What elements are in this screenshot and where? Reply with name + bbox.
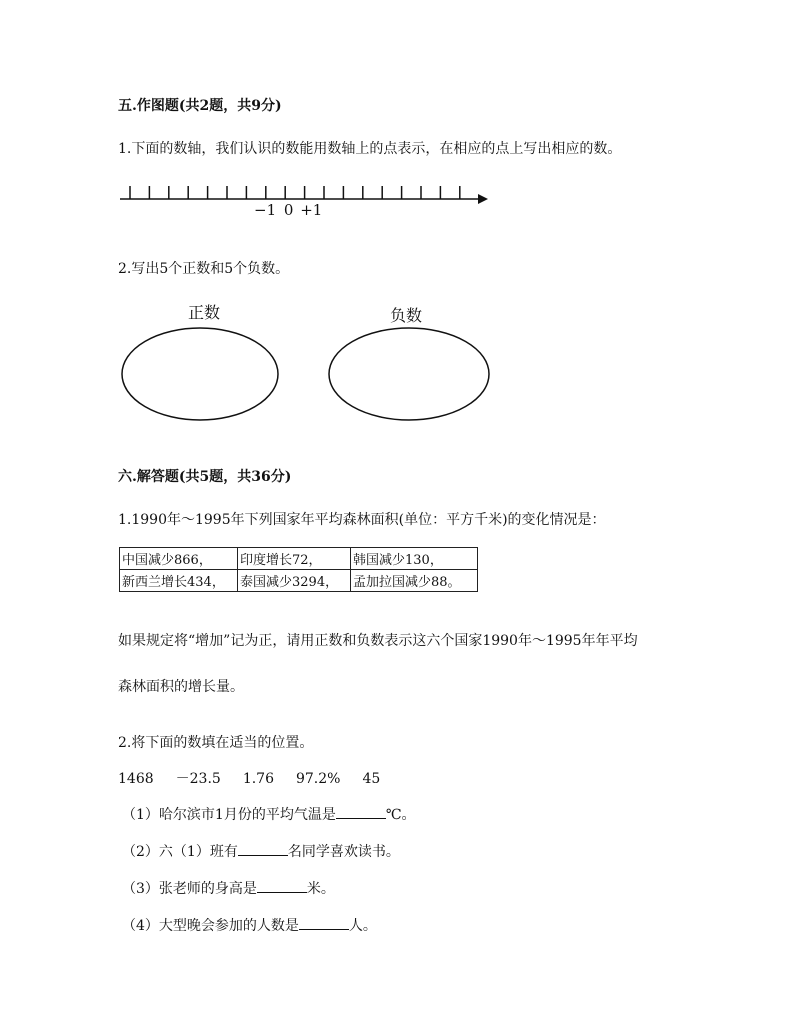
table-cell: 印度增长72，: [238, 548, 351, 570]
fill-item-prefix: （3）张老师的身高是: [122, 881, 257, 897]
number-list: [118, 768, 402, 788]
fill-item-prefix: （4）大型晚会参加的人数是: [122, 918, 299, 934]
label-0: 0: [283, 201, 294, 219]
table-cell: 孟加拉国减少88。: [351, 570, 478, 592]
table-cell: 泰国减少3294，: [238, 570, 351, 592]
section6-heading: 六.解答题(共5题，共36分): [118, 469, 292, 485]
table-cell: 韩国减少130，: [351, 548, 478, 570]
negative-label: 负数: [390, 306, 423, 325]
number-line-ticks: [130, 186, 460, 199]
number-item: 45: [362, 771, 381, 787]
positive-label: 正数: [188, 303, 221, 322]
question-5-2: 2.写出5个正数和5个负数。: [118, 261, 290, 277]
answer-blank[interactable]: [257, 880, 307, 893]
fill-item-1: [122, 804, 416, 824]
number-line-labels: [254, 201, 322, 219]
table-row: [120, 548, 478, 570]
answer-blank[interactable]: [336, 806, 386, 819]
prompt-line-1: 如果规定将“增加”记为正，请用正数和负数表示这六个国家1990年～1995年年平均: [118, 633, 638, 649]
fill-item-suffix: 米。: [306, 881, 335, 897]
table-cell: 中国减少866，: [120, 548, 238, 570]
question-6-1: 1.1990年～1995年下列国家年平均森林面积(单位：平方千米)的变化情况是：: [118, 512, 606, 528]
number-item: 97.2%: [295, 771, 341, 787]
ellipses: [120, 325, 500, 425]
number-item: －23.5: [175, 771, 221, 787]
number-item: 1.76: [242, 771, 274, 787]
label-neg1: −1: [254, 201, 277, 219]
table-row: [120, 570, 478, 592]
answer-blank[interactable]: [299, 917, 349, 930]
fill-item-3: [122, 878, 335, 898]
positive-ellipse: [122, 328, 278, 420]
question-5-1: 1.下面的数轴，我们认识的数能用数轴上的点表示，在相应的点上写出相应的数。: [118, 141, 622, 157]
question-6-2: 2.将下面的数填在适当的位置。: [118, 735, 314, 751]
negative-ellipse: [329, 328, 489, 420]
fill-item-prefix: （1）哈尔滨市1月份的平均气温是: [122, 807, 336, 823]
section5-heading: 五.作图题(共2题，共9分): [118, 98, 282, 114]
number-line-arrow-icon: [478, 194, 488, 204]
number-item: 1468: [118, 771, 154, 787]
fill-item-prefix: （2）六（1）班有: [122, 844, 238, 860]
fill-item-4: [122, 915, 377, 935]
fill-item-suffix: ℃。: [385, 807, 416, 823]
answer-blank[interactable]: [238, 843, 288, 856]
forest-change-table: [119, 547, 478, 592]
fill-item-suffix: 名同学喜欢读书。: [287, 844, 400, 860]
fill-item-suffix: 人。: [348, 918, 377, 934]
table-cell: 新西兰增长434，: [120, 570, 238, 592]
fill-item-2: [122, 841, 400, 861]
prompt-line-2: 森林面积的增长量。: [118, 679, 244, 695]
label-pos1: +1: [300, 201, 323, 219]
